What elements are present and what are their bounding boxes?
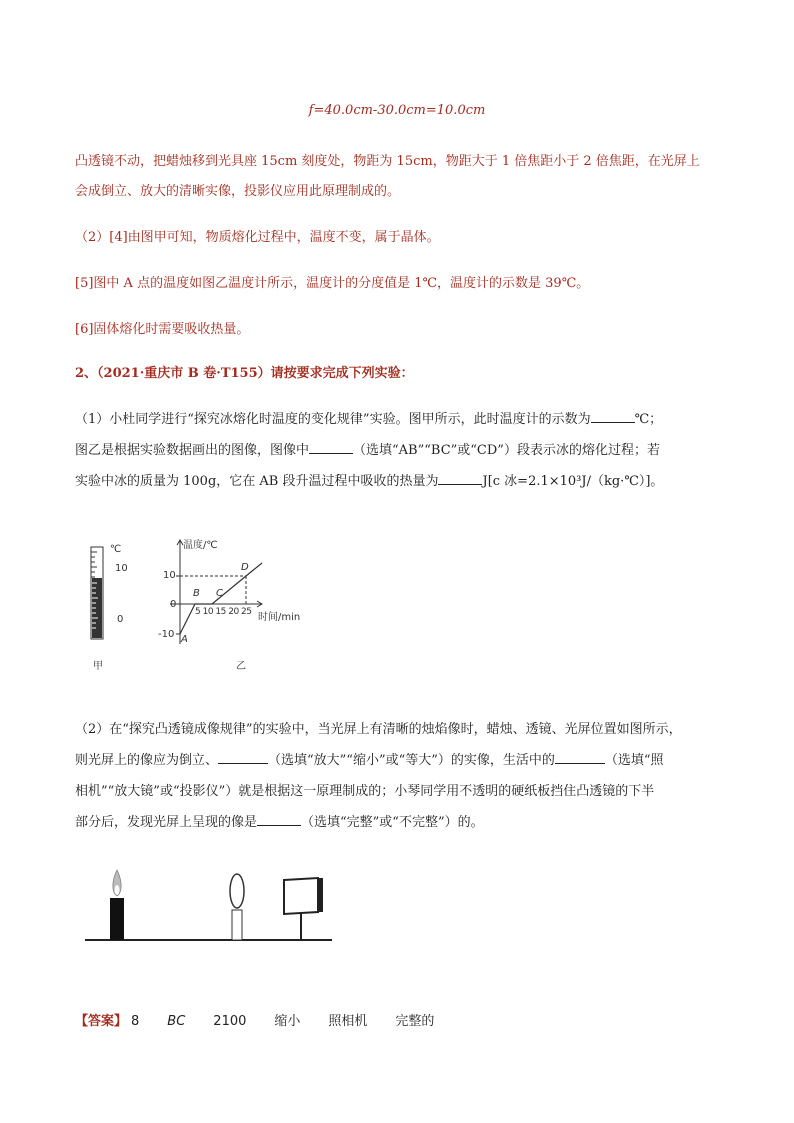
question-title: 2、（2021·重庆市 B 卷·T155）请按要求完成下列实验：	[75, 366, 414, 381]
q2-text: ℃；	[634, 412, 663, 427]
graph-y-label: 温度/℃	[183, 540, 218, 551]
graph-x-ticks: 5 10 15 20 25	[195, 607, 252, 617]
formula: f=40.0cm-30.0cm=10.0cm	[308, 103, 486, 118]
graph-y-m10: -10	[158, 629, 175, 640]
solution-line-5: [6]固体熔化时需要吸收热量。	[75, 322, 250, 337]
answer-6: 完整的	[395, 1014, 435, 1029]
blank-3[interactable]	[438, 473, 482, 485]
blank-5[interactable]	[555, 752, 605, 764]
q2-part1-line1	[75, 408, 662, 427]
graph-x-label: 时间/min	[258, 612, 301, 623]
q2-text: （选填“放大”“缩小”或“等大”）的实像，生活中的	[268, 753, 555, 768]
answer-4: 缩小	[274, 1014, 301, 1029]
q2-part1-line2	[75, 439, 660, 458]
lens-icon	[230, 874, 244, 940]
q2-part2-line3: 相机”“放大镜”或“投影仪”）就是根据这一原理制成的；小琴同学用不透明的硬纸板挡住凸透镜的下半	[75, 784, 655, 799]
q2-part1-line3	[75, 470, 663, 489]
answer-2: BC	[167, 1014, 186, 1029]
q2-text: （选填“照	[604, 753, 664, 768]
thermo-0-label: 0	[117, 614, 124, 625]
point-D: D	[241, 562, 249, 573]
solution-line-3: （2）[4]由图甲可知，物质熔化过程中，温度不变，属于晶体。	[75, 230, 440, 245]
answer-tag: 【答案】	[75, 1014, 128, 1029]
q2-part2-line4	[75, 811, 484, 830]
blank-4[interactable]	[218, 752, 268, 764]
answer-5: 照相机	[328, 1014, 368, 1029]
thermo-10-label: 10	[115, 563, 128, 574]
thermo-unit-label: ℃	[110, 544, 122, 555]
candle-icon	[110, 870, 124, 940]
solution-line-1: 凸透镜不动，把蜡烛移到光具座 15cm 刻度处，物距为 15cm，物距大于 1 倍焦距小于 2 倍焦距，在光屏上	[75, 154, 700, 169]
q2-text: 图乙是根据实验数据画出的图像，图像中	[75, 443, 310, 458]
q2-text: （1）小杜同学进行“探究冰熔化时温度的变化规律”实验。图甲所示，此时温度计的示数为	[75, 412, 591, 427]
q2-text: J[c 冰=2.1×10³J/（kg·℃）]。	[482, 474, 664, 489]
point-A: A	[181, 634, 188, 645]
q2-part2-line1: （2）在“探究凸透镜成像规律”的实验中，当光屏上有清晰的烛焰像时，蜡烛、透镜、光屏位置如图所示，	[75, 722, 682, 737]
q2-text: 则光屏上的像应为倒立、	[75, 753, 219, 768]
q2-part2-line2	[75, 749, 664, 768]
caption-jia: 甲	[93, 661, 103, 672]
solution-line-4: [5]图中 A 点的温度如图乙温度计所示，温度计的分度值是 1℃，温度计的示数是 39℃。	[75, 276, 590, 291]
point-C: C	[216, 588, 223, 599]
blank-1[interactable]	[591, 411, 635, 423]
thermometer	[91, 547, 103, 639]
graph-y-10: 10	[163, 570, 176, 581]
q2-text: 部分后，发现光屏上呈现的像是	[75, 815, 258, 830]
q2-text: 实验中冰的质量为 100g，它在 AB 段升温过程中吸收的热量为	[75, 474, 439, 489]
answer-line	[75, 1010, 462, 1029]
answer-1: 8	[131, 1014, 140, 1029]
point-B: B	[193, 588, 200, 599]
solution-line-2: 会成倒立、放大的清晰实像，投影仪应用此原理制成的。	[75, 184, 401, 199]
blank-6[interactable]	[257, 814, 301, 826]
caption-yi: 乙	[236, 661, 246, 672]
q2-text: （选填“完整”或“不完整”）的。	[301, 815, 484, 830]
q2-text: （选填“AB”“BC”或“CD”）段表示冰的熔化过程；若	[353, 443, 660, 458]
blank-2[interactable]	[309, 442, 353, 454]
answer-3: 2100	[213, 1014, 247, 1029]
screen-icon	[284, 878, 323, 940]
graph-y-0: 0	[170, 599, 177, 610]
